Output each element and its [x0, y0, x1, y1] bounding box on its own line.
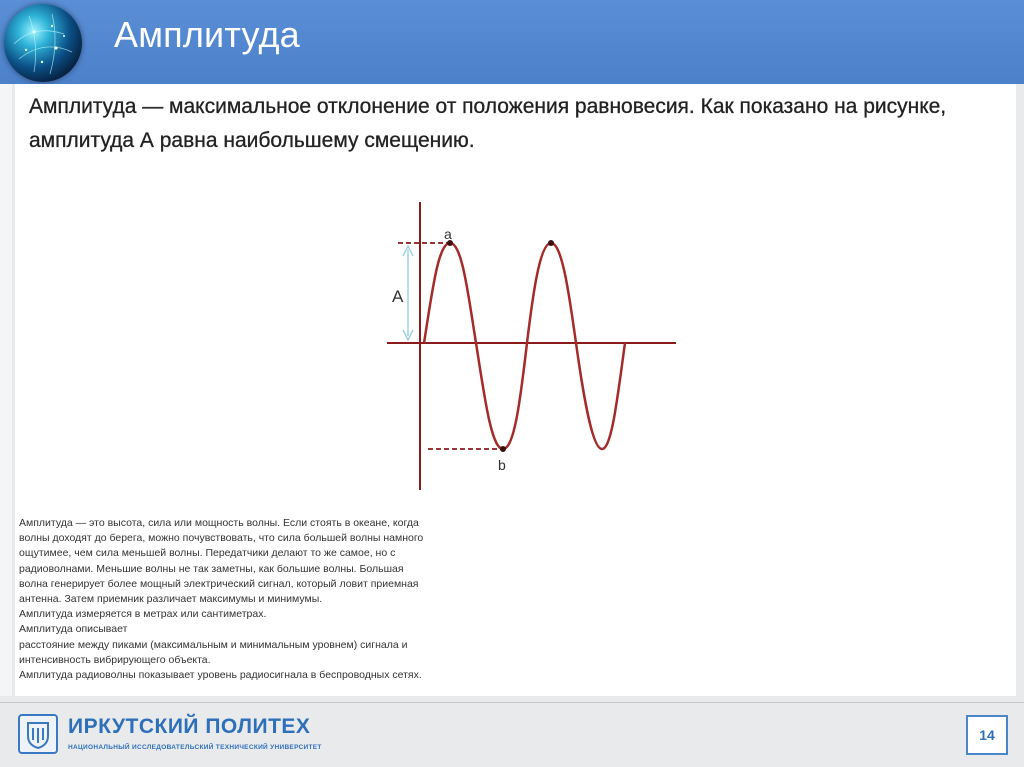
sine-wave	[424, 243, 625, 449]
brand-subtitle: НАЦИОНАЛЬНЫЙ ИССЛЕДОВАТЕЛЬСКИЙ ТЕХНИЧЕСКИЙ УНИВЕРСИТЕТ	[68, 744, 322, 751]
slide-title: Амплитуда	[114, 14, 300, 55]
point-peak-2	[548, 240, 554, 246]
slide-header	[0, 0, 1024, 84]
point-b-label: b	[498, 457, 506, 473]
university-logo-icon	[18, 714, 58, 754]
globe-logo-icon	[4, 4, 82, 82]
left-margin-strip	[0, 84, 12, 696]
lead-paragraph: Амплитуда — максимальное отклонение от положения равновесия. Как показано на рисунке, амплитуда А равна наибольшему смещению.	[29, 95, 947, 152]
amplitude-diagram	[360, 196, 690, 501]
page-number: 14	[966, 715, 1008, 755]
body-paragraph: Амплитуда — это высота, сила или мощность волны. Если стоять в океане, когда волны доходят до берега, можно почувствовать, что сила большей волны намного ощутимее, чем сила меньшей волны. Передатчики делают то же самое, но с радиоволнами. Меньшие волны не так заметны, как большие волны. Большая волна генерирует более мощный электрический сигнал, который ловит приемная антенна. Затем приемник различает максимумы и минимумы. Амплитуда измеряется в метрах или сантиметрах. Амплитуда описывает расстояние между пиками (максимальным и минимальным уровнем) сигнала и интенсивность вибрирующего объекта. Амплитуда радиоволны показывает уровень радиосигнала в беспроводных сетях.	[19, 517, 424, 682]
brand-name: ИРКУТСКИЙ ПОЛИТЕХ	[68, 715, 311, 738]
footer-divider	[0, 702, 1024, 703]
sine-wave-figure	[360, 196, 690, 496]
amplitude-label: A	[392, 287, 404, 306]
point-b	[500, 446, 506, 452]
point-a-label: a	[444, 226, 452, 242]
